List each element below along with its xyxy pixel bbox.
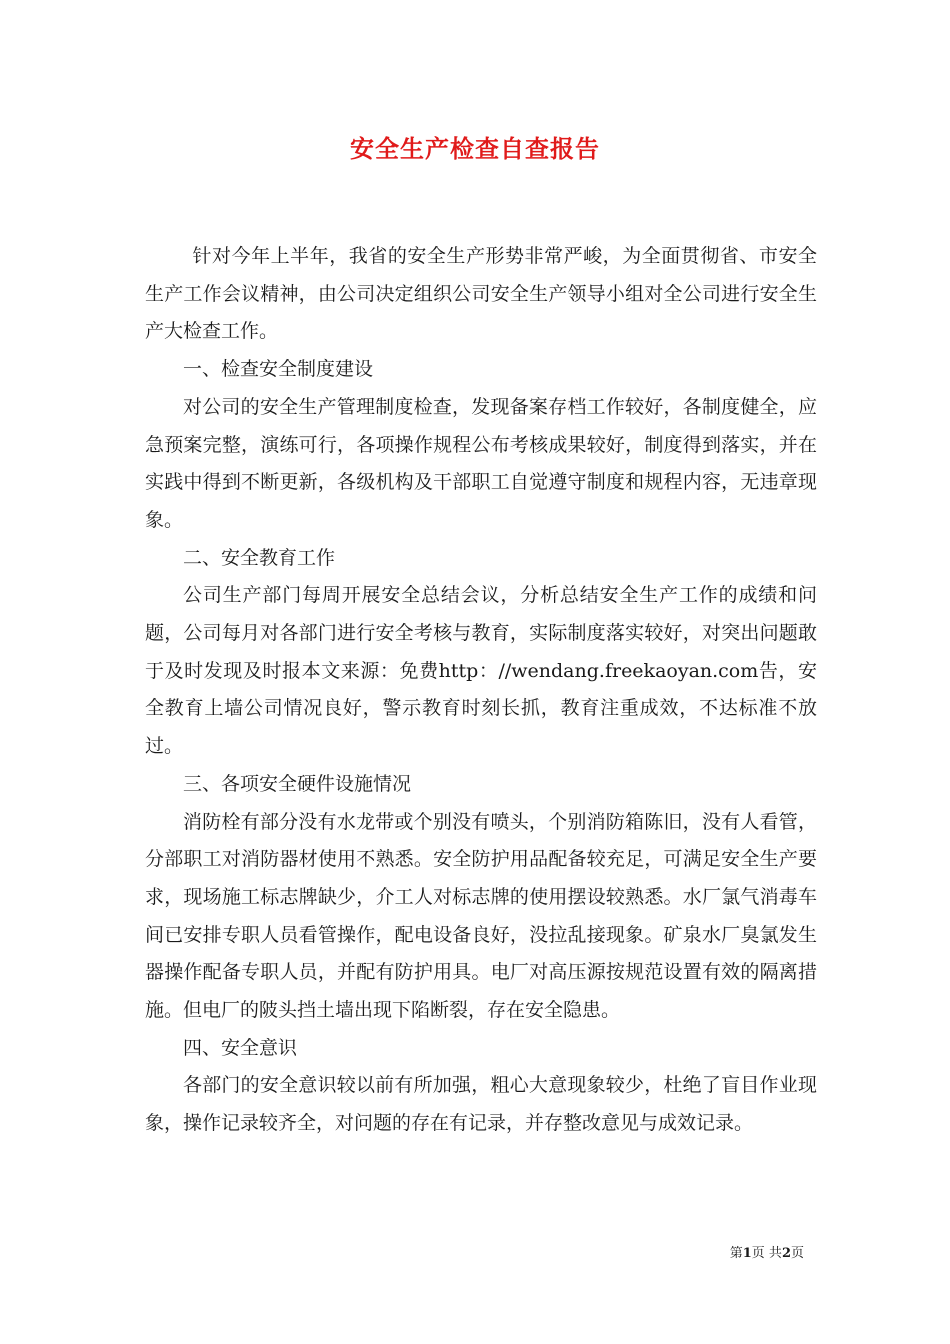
section-paragraph-1: 对公司的安全生产管理制度检查，发现备案存档工作较好，各制度健全，应急预案完整，演练可行，各项操作规程公布考核成果较好，制度得到落实，并在实践中得到不断更新，各级机构及干部职工自觉遵守制度和规程内容，无违章现象。 <box>145 395 817 531</box>
section-paragraph-3: 消防栓有部分没有水龙带或个别没有喷头，个别消防箱陈旧，没有人看管，分部职工对消防器材使用不熟悉。安全防护用品配备较充足，可满足安全生产要求，现场施工标志牌缺少，介工人对标志牌的使用摆设较熟悉。水厂氯气消毒车间已安排专职人员看管操作，配电设备良好，没拉乱接现象。矿泉水厂臭氯发生器操作配备专职人员，并配有防护用具。电厂对高压源按规范设置有效的隔离措施。但电厂的陂头挡土墙出现下陷断裂，存在安全隐患。 <box>145 810 817 1022</box>
footer-total-pages: 2 <box>781 1246 791 1261</box>
section-paragraph-2: 公司生产部门每周开展安全总结会议，分析总结安全生产工作的成绩和问题，公司每月对各部门进行安全考核与教育，实际制度落实较好，对突出问题敢于及时发现及时报本文来源：免费http：//wendang.freekaoyan.com告，安全教育上墙公司情况良好，警示教育时刻长抓，教育注重成效，不达标准不放过。 <box>145 584 817 758</box>
section-heading-3: 三、各项安全硬件设施情况 <box>183 772 412 795</box>
section-heading-1: 一、检查安全制度建设 <box>183 358 374 381</box>
footer-current-page: 1 <box>742 1246 752 1261</box>
footer-suffix: 页 <box>790 1246 804 1261</box>
document-title: 安全生产检查自查报告 <box>350 134 600 163</box>
document-body <box>145 238 817 1143</box>
section-heading-4: 四、安全意识 <box>183 1036 298 1059</box>
intro-paragraph: 针对今年上半年，我省的安全生产形势非常严峻，为全面贯彻省、市安全生产工作会议精神，由公司决定组织公司安全生产领导小组对全公司进行安全生产大检查工作。 <box>145 245 817 343</box>
page-number-footer <box>730 1245 804 1263</box>
footer-middle: 页 共 <box>751 1246 782 1261</box>
section-heading-2: 二、安全教育工作 <box>183 546 336 569</box>
footer-prefix: 第 <box>729 1246 743 1261</box>
section-paragraph-4: 各部门的安全意识较以前有所加强，粗心大意现象较少，杜绝了盲目作业现象，操作记录较齐全，对问题的存在有记录，并存整改意见与成效记录。 <box>145 1074 817 1135</box>
